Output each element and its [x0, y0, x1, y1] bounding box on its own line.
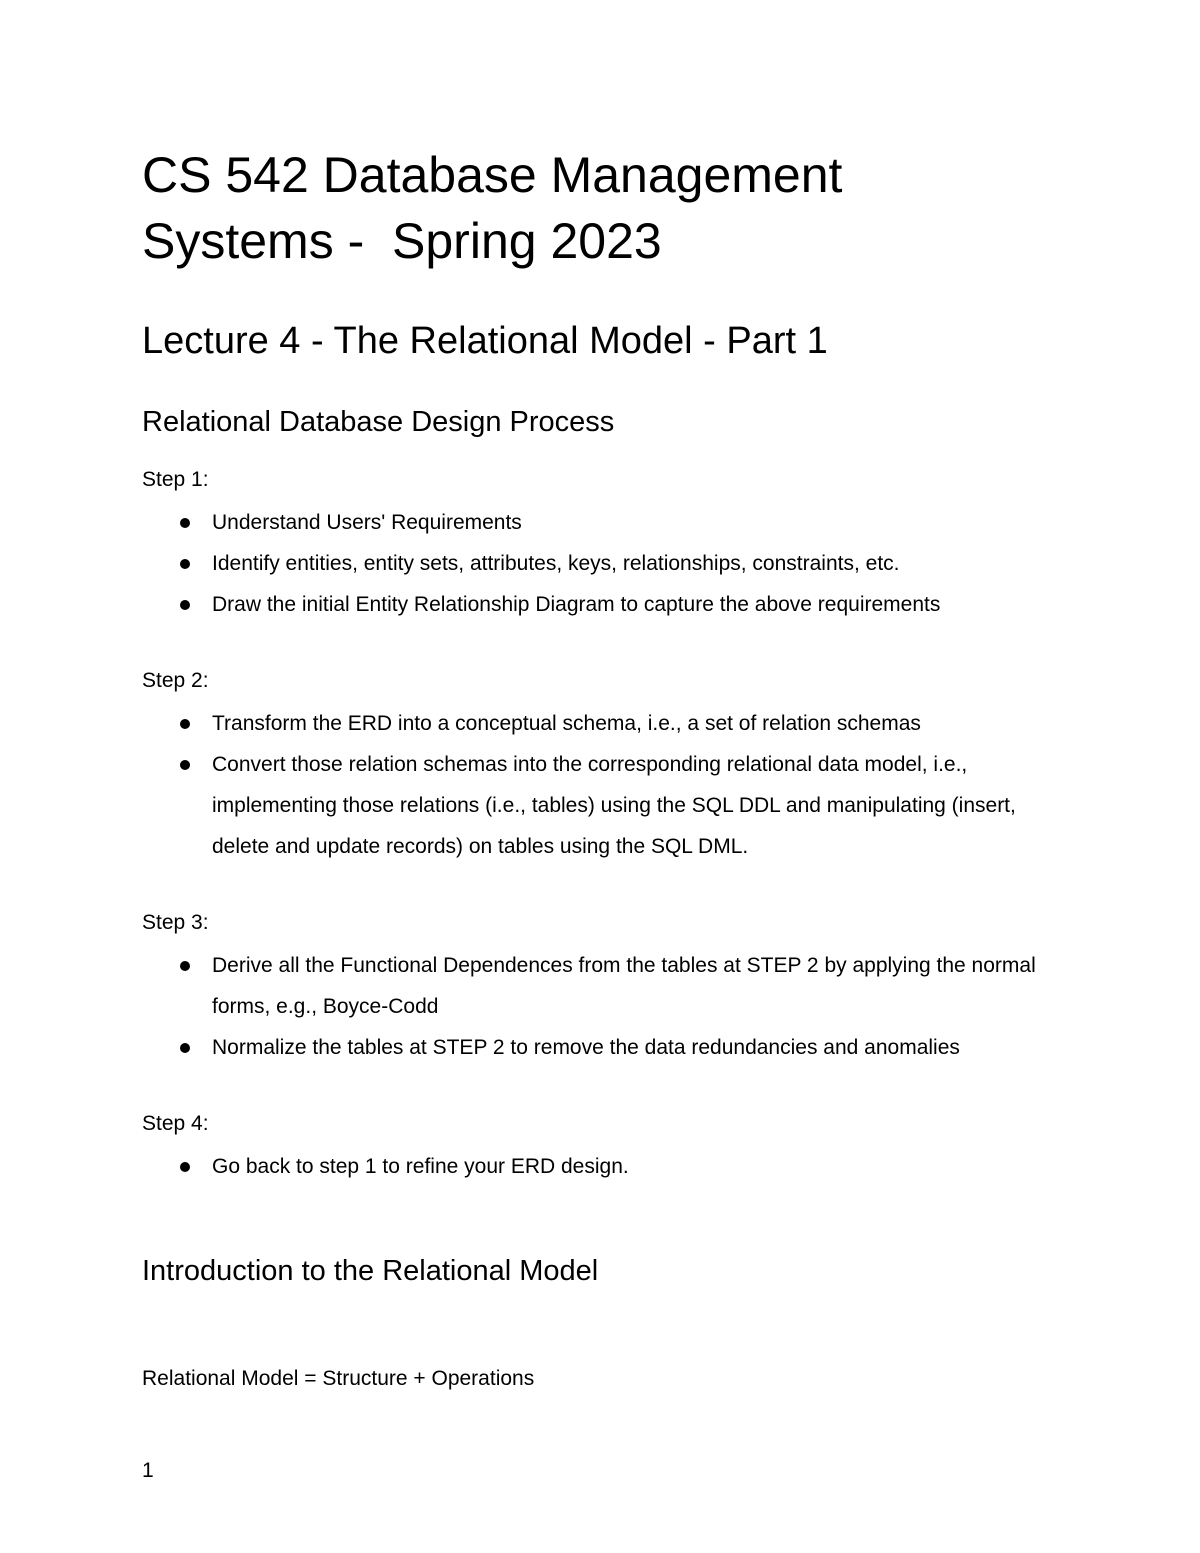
bullet-icon — [180, 518, 190, 528]
bullet-icon — [180, 559, 190, 569]
list-item — [142, 744, 1072, 867]
step-label: Step 3: — [142, 911, 209, 934]
bullet-icon — [180, 1162, 190, 1172]
list-item-text: Normalize the tables at STEP 2 to remove the data redundancies and anomalies — [212, 1036, 960, 1059]
step-4-bullets — [142, 1146, 1072, 1187]
step-4-block — [142, 1110, 1072, 1187]
step-2-bullets — [142, 703, 1072, 867]
section-heading-design-process: Relational Database Design Process — [142, 406, 615, 438]
section-heading-introduction: Introduction to the Relational Model — [142, 1255, 599, 1287]
step-3-block — [142, 909, 1072, 1068]
list-item — [142, 543, 1072, 584]
step-1-bullets — [142, 502, 1072, 625]
list-item — [142, 1027, 1072, 1068]
list-item — [142, 1146, 1072, 1187]
document-content — [142, 142, 1072, 1393]
page-number: 1 — [142, 1459, 154, 1482]
list-item — [142, 703, 1072, 744]
list-item-text: Understand Users' Requirements — [212, 511, 522, 534]
bullet-icon — [180, 600, 190, 610]
bullet-icon — [180, 760, 190, 770]
relational-model-definition: Relational Model = Structure + Operations — [142, 1367, 535, 1390]
step-1-block — [142, 466, 1072, 625]
list-item-text: Transform the ERD into a conceptual schema, i.e., a set of relation schemas — [212, 712, 921, 735]
step-label: Step 4: — [142, 1112, 209, 1135]
title-line-1: CS 542 Database Management — [142, 147, 843, 203]
title-line-2: Systems - Spring 2023 — [142, 213, 662, 269]
bullet-icon — [180, 1043, 190, 1053]
list-item-text: Draw the initial Entity Relationship Diagram to capture the above requirements — [212, 593, 941, 616]
step-2-block — [142, 667, 1072, 867]
document-title — [142, 142, 1072, 274]
list-item — [142, 584, 1072, 625]
list-item — [142, 502, 1072, 543]
list-item-text: Derive all the Functional Dependences from the tables at STEP 2 by applying the normal forms, e.g., Boyce-Codd — [212, 954, 1036, 1018]
list-item-text: Identify entities, entity sets, attributes, keys, relationships, constraints, etc. — [212, 552, 900, 575]
list-item-text: Go back to step 1 to refine your ERD design. — [212, 1155, 629, 1178]
step-label: Step 1: — [142, 468, 209, 491]
list-item — [142, 945, 1072, 1027]
bullet-icon — [180, 719, 190, 729]
bullet-icon — [180, 961, 190, 971]
step-3-bullets — [142, 945, 1072, 1068]
list-item-text: Convert those relation schemas into the corresponding relational data model, i.e., implementing those relations (i.e., tables) using the SQL DDL and manipulating (insert, delete and update records) on tables using the SQL DML. — [212, 753, 1016, 858]
lecture-subtitle: Lecture 4 - The Relational Model - Part 1 — [142, 320, 828, 362]
step-label: Step 2: — [142, 669, 209, 692]
